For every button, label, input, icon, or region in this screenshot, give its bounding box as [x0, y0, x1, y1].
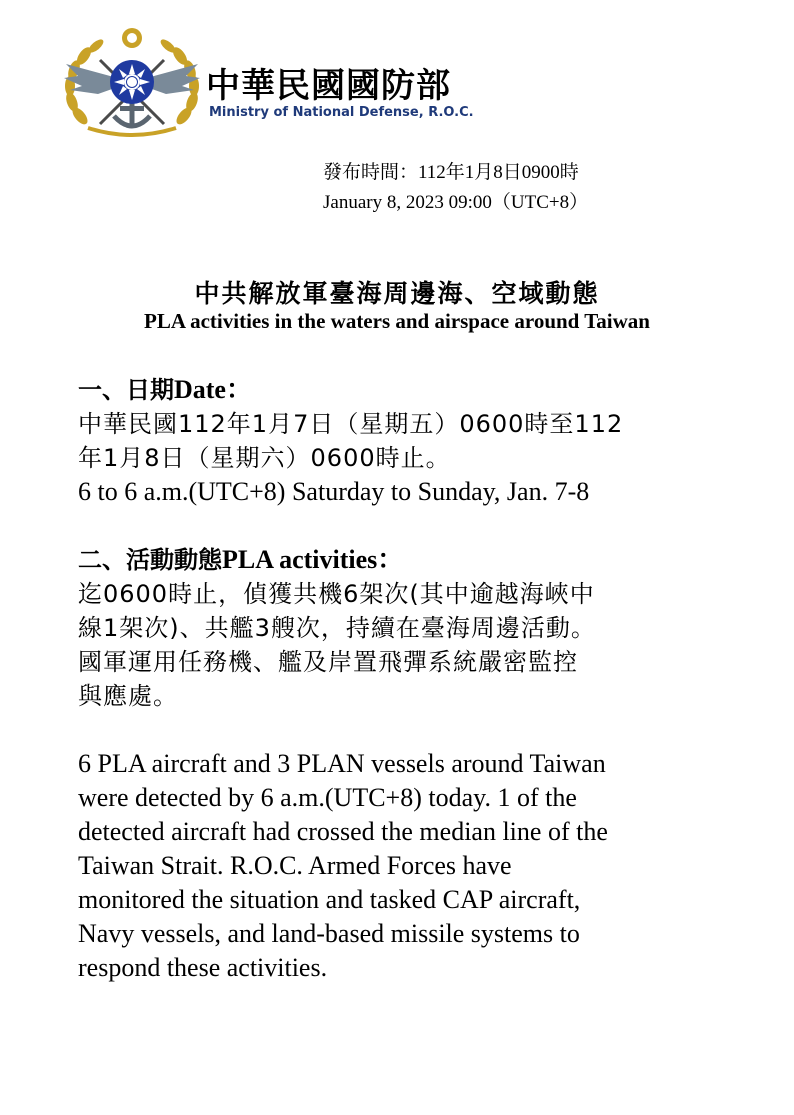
- text-line: Taiwan Strait. R.O.C. Armed Forces have: [78, 851, 512, 880]
- page-title-en: PLA activities in the waters and airspace around Taiwan: [144, 309, 650, 333]
- page-title-zh: 中共解放軍臺海周邊海、空域動態: [194, 279, 600, 308]
- text-line: 6 to 6 a.m.(UTC+8) Saturday to Sunday, Jan. 7-8: [78, 477, 590, 506]
- section-activities-heading-en: PLA activities：: [222, 545, 404, 574]
- text-line: 線1架次)、共艦3艘次，持續在臺海周邊活動。: [78, 614, 596, 642]
- text-line: monitored the situation and tasked CAP aircraft,: [78, 885, 581, 914]
- text-line: 中華民國112年1月7日（星期五）0600時至112: [78, 410, 624, 438]
- text-line: 國軍運用任務機、艦及岸置飛彈系統嚴密監控: [78, 648, 578, 676]
- section-activities-zh-text: [78, 577, 738, 713]
- section-date-heading: [78, 373, 738, 407]
- page-header: [58, 24, 518, 144]
- mnd-emblem-icon: [58, 24, 206, 140]
- section-date-heading-zh: 一、日期: [78, 376, 174, 404]
- section-activities: [78, 543, 738, 985]
- text-line: were detected by 6 a.m.(UTC+8) today. 1 of the: [78, 783, 577, 812]
- text-line: 6 PLA aircraft and 3 PLAN vessels around Taiwan: [78, 749, 606, 778]
- release-time: [323, 158, 588, 218]
- ministry-name-en: Ministry of National Defense, R.O.C.: [209, 105, 474, 120]
- release-time-en: January 8, 2023 09:00（UTC+8）: [323, 192, 589, 213]
- text-line: 迄0600時止，偵獲共機6架次(其中逾越海峽中: [78, 580, 595, 608]
- text-line: respond these activities.: [78, 953, 328, 982]
- text-line: detected aircraft had crossed the median line of the: [78, 817, 608, 846]
- section-date: [78, 373, 738, 509]
- section-activities-heading: [78, 543, 738, 577]
- text-line: 年1月8日（星期六）0600時止。: [78, 444, 451, 472]
- text-line: 與應處。: [78, 682, 178, 710]
- section-date-heading-en: Date：: [174, 375, 252, 404]
- section-date-zh-text: [78, 407, 738, 475]
- section-activities-en-text: [78, 747, 738, 985]
- release-time-zh: 發布時間：112年1月8日0900時: [323, 162, 579, 183]
- section-date-en-text: [78, 475, 738, 509]
- ministry-name-zh: 中華民國國防部: [206, 66, 451, 106]
- section-activities-heading-zh: 二、活動動態: [78, 546, 222, 574]
- text-line: Navy vessels, and land-based missile systems to: [78, 919, 580, 948]
